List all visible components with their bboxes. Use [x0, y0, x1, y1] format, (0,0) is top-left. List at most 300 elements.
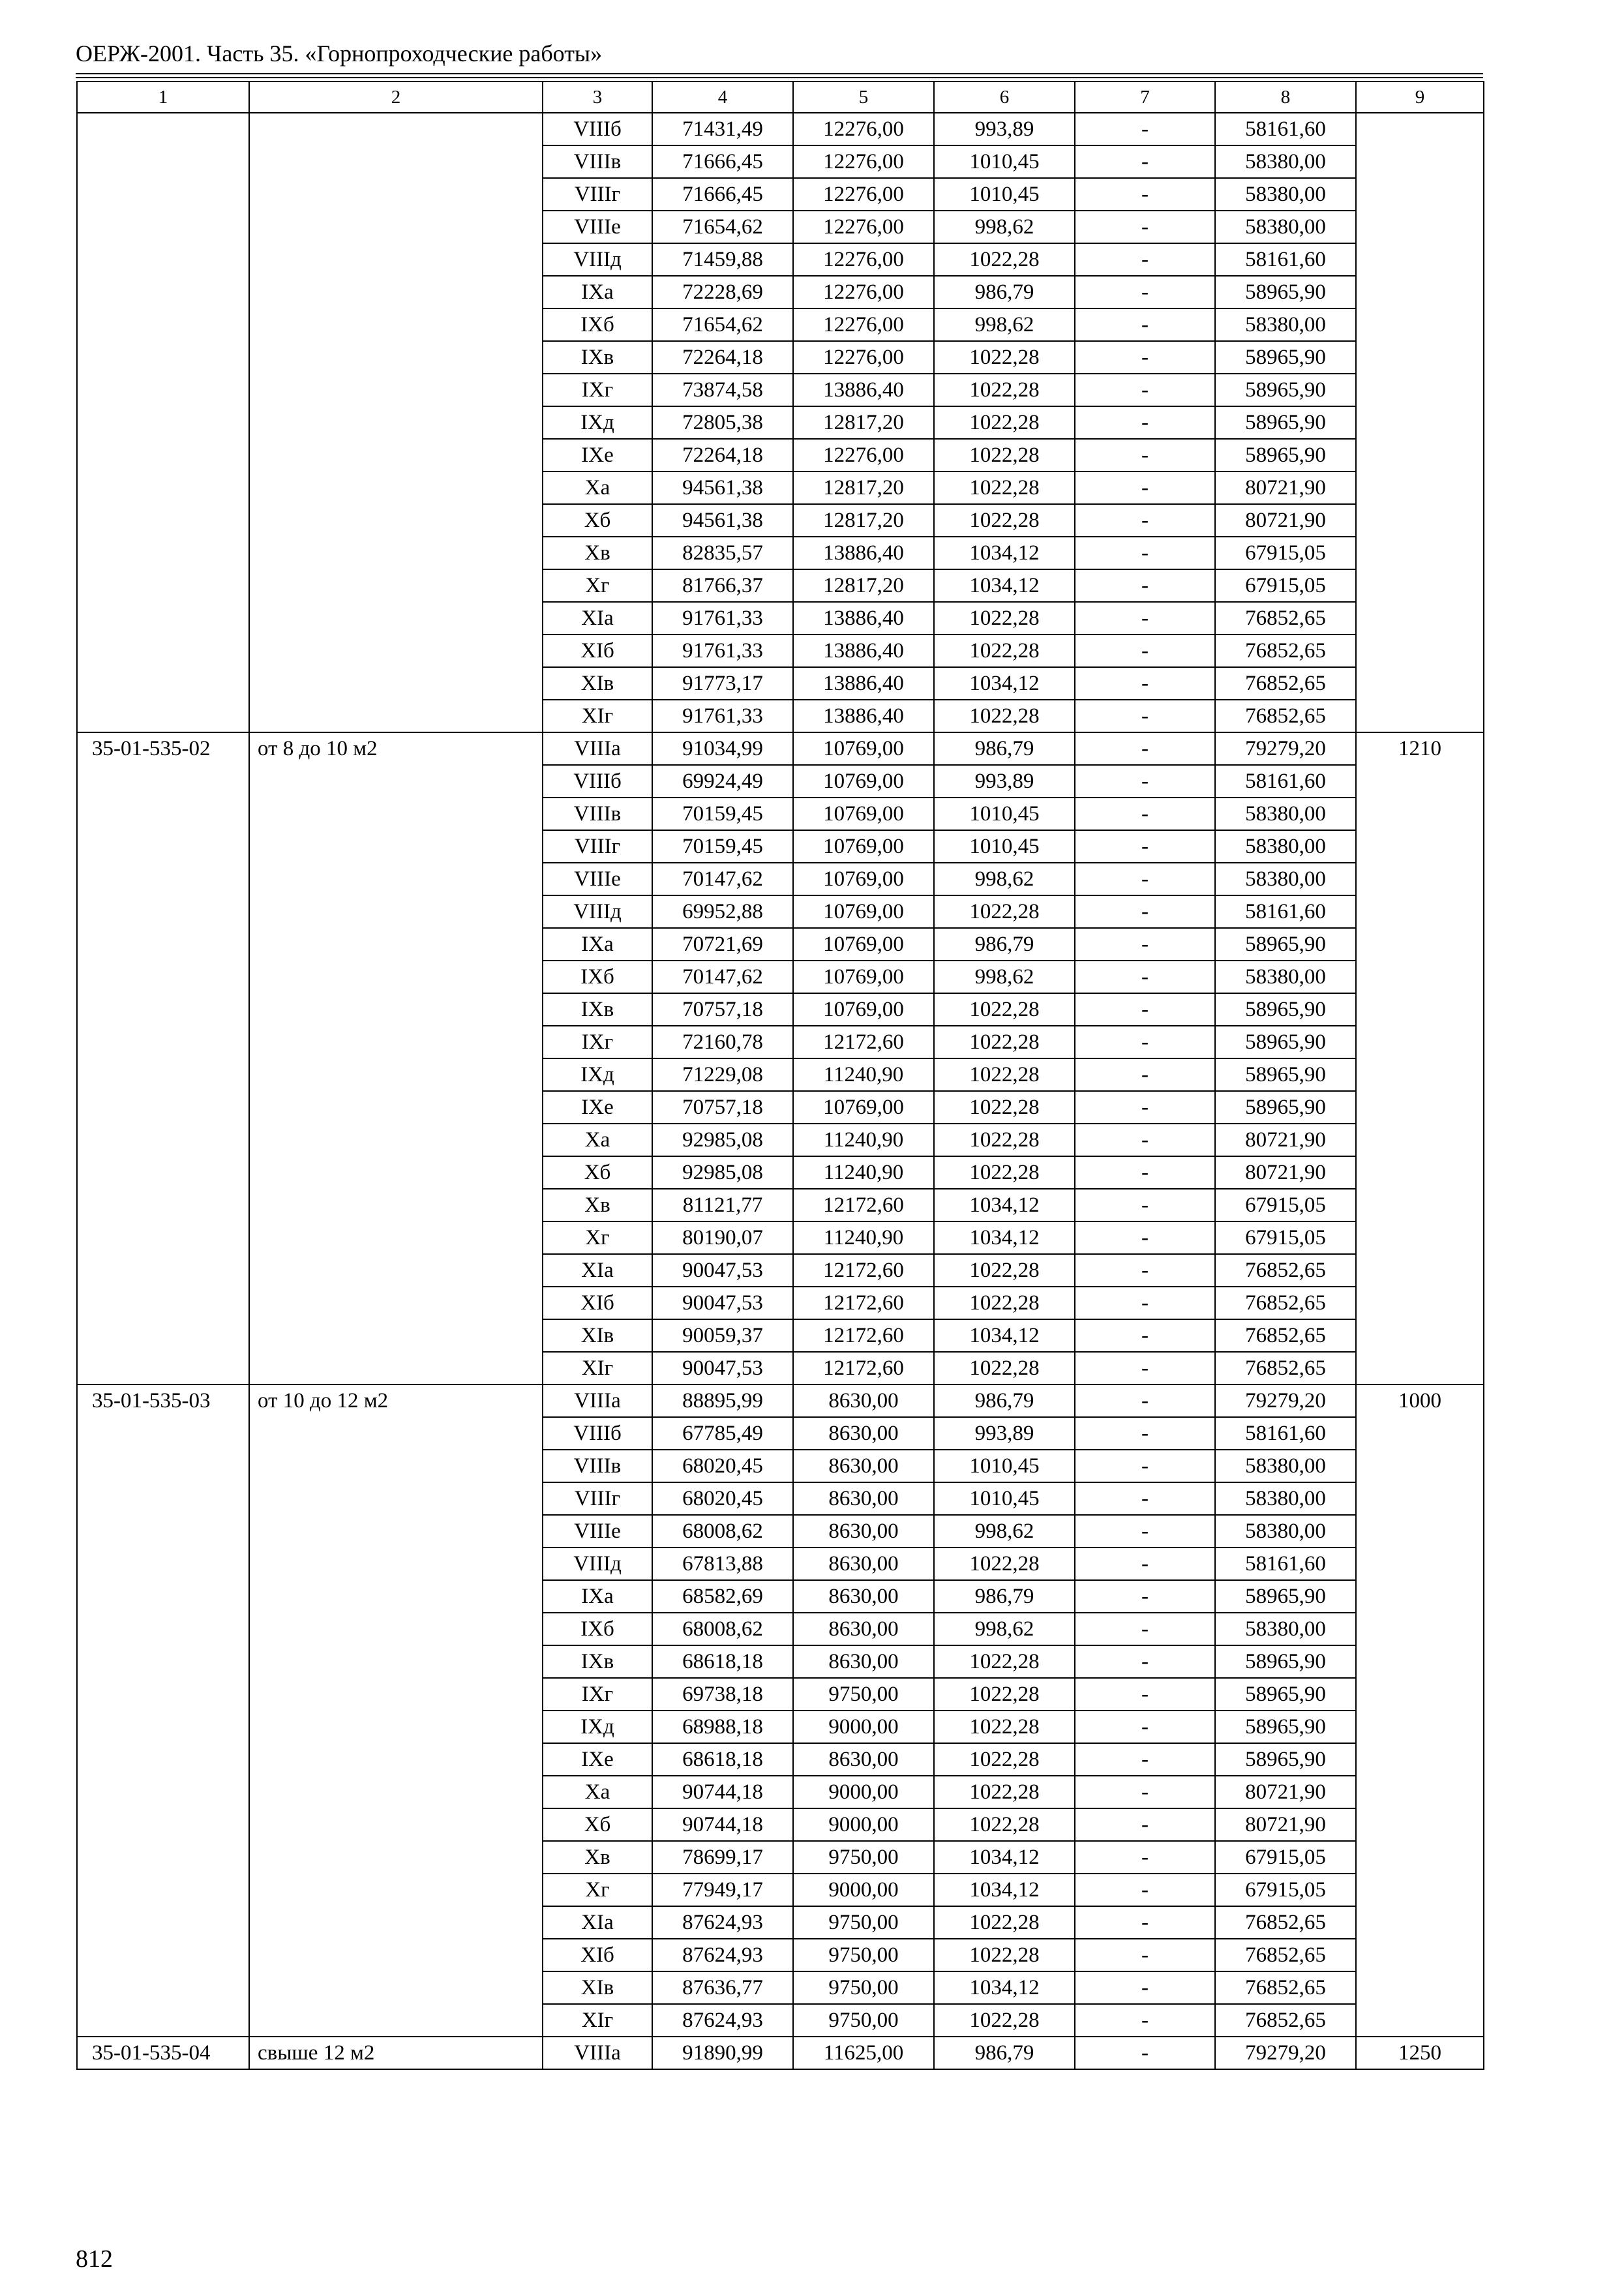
- cost-total-cell: 71229,08: [652, 1058, 793, 1091]
- materials-cell: 76852,65: [1215, 1319, 1356, 1352]
- rock-category-cell: Xа: [543, 1776, 652, 1808]
- wages-cell: 11625,00: [793, 2037, 934, 2069]
- cost-total-cell: 77949,17: [652, 1874, 793, 1906]
- materials-cell: 58965,90: [1215, 276, 1356, 308]
- rock-category-cell: IXе: [543, 439, 652, 471]
- wages-cell: 8630,00: [793, 1417, 934, 1450]
- machinist-wages-cell: -: [1075, 700, 1215, 732]
- cost-total-cell: 68988,18: [652, 1711, 793, 1743]
- machinist-wages-cell: -: [1075, 1776, 1215, 1808]
- rock-category-cell: VIIIе: [543, 211, 652, 243]
- cost-total-cell: 72228,69: [652, 276, 793, 308]
- machines-cell: 1022,28: [934, 1808, 1075, 1841]
- rock-category-cell: VIIIв: [543, 1450, 652, 1482]
- machinist-wages-cell: -: [1075, 1287, 1215, 1319]
- machines-cell: 1034,12: [934, 1841, 1075, 1874]
- rock-category-cell: XIа: [543, 1906, 652, 1939]
- machines-cell: 998,62: [934, 308, 1075, 341]
- machines-cell: 1022,28: [934, 341, 1075, 374]
- rock-category-cell: VIIIд: [543, 895, 652, 928]
- machines-cell: 998,62: [934, 1515, 1075, 1548]
- rock-category-cell: Xг: [543, 1221, 652, 1254]
- machinist-wages-cell: -: [1075, 1841, 1215, 1874]
- machines-cell: 1034,12: [934, 1971, 1075, 2004]
- machinist-wages-cell: -: [1075, 178, 1215, 211]
- machinist-wages-cell: -: [1075, 602, 1215, 635]
- cost-total-cell: 73874,58: [652, 374, 793, 406]
- machines-cell: 1010,45: [934, 178, 1075, 211]
- table-row: [77, 2037, 1484, 2069]
- wages-cell: 8630,00: [793, 1743, 934, 1776]
- materials-cell: 58161,60: [1215, 895, 1356, 928]
- wages-cell: 8630,00: [793, 1645, 934, 1678]
- table-body: [77, 82, 1484, 2069]
- rate-code-cell: 35-01-535-02: [77, 732, 249, 1384]
- labor-cost-cell: 1210: [1356, 732, 1484, 1384]
- cost-total-cell: 71654,62: [652, 211, 793, 243]
- machines-cell: 1034,12: [934, 569, 1075, 602]
- rock-category-cell: Xа: [543, 1124, 652, 1156]
- wages-cell: 12172,60: [793, 1287, 934, 1319]
- machines-cell: 1022,28: [934, 1287, 1075, 1319]
- rock-category-cell: VIIIд: [543, 1548, 652, 1580]
- machines-cell: 1034,12: [934, 537, 1075, 569]
- cost-total-cell: 78699,17: [652, 1841, 793, 1874]
- machines-cell: 998,62: [934, 863, 1075, 895]
- wages-cell: 12817,20: [793, 406, 934, 439]
- cost-total-cell: 72160,78: [652, 1026, 793, 1058]
- rock-category-cell: Xв: [543, 1841, 652, 1874]
- wages-cell: 9750,00: [793, 1906, 934, 1939]
- cost-total-cell: 71666,45: [652, 145, 793, 178]
- rock-category-cell: IXд: [543, 1058, 652, 1091]
- machinist-wages-cell: -: [1075, 2037, 1215, 2069]
- header-rule: [76, 77, 1483, 78]
- materials-cell: 67915,05: [1215, 1841, 1356, 1874]
- wages-cell: 10769,00: [793, 895, 934, 928]
- wages-cell: 12172,60: [793, 1189, 934, 1221]
- column-number-cell: 6: [934, 82, 1075, 113]
- cost-total-cell: 68618,18: [652, 1645, 793, 1678]
- section-description-cell: свыше 12 м2: [249, 2037, 543, 2069]
- machinist-wages-cell: -: [1075, 1971, 1215, 2004]
- wages-cell: 10769,00: [793, 830, 934, 863]
- cost-total-cell: 70147,62: [652, 863, 793, 895]
- machinist-wages-cell: -: [1075, 928, 1215, 961]
- materials-cell: 79279,20: [1215, 1384, 1356, 1417]
- machinist-wages-cell: -: [1075, 863, 1215, 895]
- cost-total-cell: 91773,17: [652, 667, 793, 700]
- wages-cell: 11240,90: [793, 1058, 934, 1091]
- machinist-wages-cell: -: [1075, 1482, 1215, 1515]
- machines-cell: 986,79: [934, 2037, 1075, 2069]
- wages-cell: 9750,00: [793, 1939, 934, 1971]
- materials-cell: 80721,90: [1215, 1776, 1356, 1808]
- materials-cell: 76852,65: [1215, 1352, 1356, 1384]
- machines-cell: 1022,28: [934, 602, 1075, 635]
- cost-total-cell: 67813,88: [652, 1548, 793, 1580]
- wages-cell: 13886,40: [793, 667, 934, 700]
- machines-cell: 1022,28: [934, 895, 1075, 928]
- cost-total-cell: 90047,53: [652, 1254, 793, 1287]
- materials-cell: 58380,00: [1215, 1515, 1356, 1548]
- machinist-wages-cell: -: [1075, 1352, 1215, 1384]
- rock-category-cell: IXв: [543, 341, 652, 374]
- wages-cell: 10769,00: [793, 765, 934, 798]
- materials-cell: 67915,05: [1215, 1189, 1356, 1221]
- machinist-wages-cell: -: [1075, 1874, 1215, 1906]
- machines-cell: 1022,28: [934, 439, 1075, 471]
- cost-total-cell: 71666,45: [652, 178, 793, 211]
- rock-category-cell: Xб: [543, 504, 652, 537]
- materials-cell: 58965,90: [1215, 1678, 1356, 1711]
- materials-cell: 58380,00: [1215, 1613, 1356, 1645]
- column-number-cell: 4: [652, 82, 793, 113]
- rock-category-cell: VIIIг: [543, 1482, 652, 1515]
- rock-category-cell: Xв: [543, 1189, 652, 1221]
- machines-cell: 1010,45: [934, 798, 1075, 830]
- rock-category-cell: VIIIб: [543, 1417, 652, 1450]
- materials-cell: 58161,60: [1215, 113, 1356, 145]
- cost-total-cell: 90047,53: [652, 1287, 793, 1319]
- rock-category-cell: IXб: [543, 1613, 652, 1645]
- wages-cell: 9000,00: [793, 1711, 934, 1743]
- machines-cell: 998,62: [934, 961, 1075, 993]
- rock-category-cell: VIIIг: [543, 830, 652, 863]
- cost-total-cell: 90744,18: [652, 1808, 793, 1841]
- materials-cell: 58965,90: [1215, 1645, 1356, 1678]
- rock-category-cell: VIIIб: [543, 765, 652, 798]
- materials-cell: 58380,00: [1215, 308, 1356, 341]
- machines-cell: 1010,45: [934, 1482, 1075, 1515]
- machines-cell: 1034,12: [934, 1874, 1075, 1906]
- cost-total-cell: 68020,45: [652, 1450, 793, 1482]
- materials-cell: 80721,90: [1215, 471, 1356, 504]
- machines-cell: 1010,45: [934, 830, 1075, 863]
- cost-total-cell: 87624,93: [652, 1906, 793, 1939]
- cost-total-cell: 91761,33: [652, 635, 793, 667]
- machines-cell: 1022,28: [934, 1091, 1075, 1124]
- machinist-wages-cell: -: [1075, 1058, 1215, 1091]
- wages-cell: 12276,00: [793, 113, 934, 145]
- wages-cell: 8630,00: [793, 1548, 934, 1580]
- machinist-wages-cell: -: [1075, 439, 1215, 471]
- machinist-wages-cell: -: [1075, 1548, 1215, 1580]
- rock-category-cell: XIв: [543, 667, 652, 700]
- materials-cell: 58965,90: [1215, 439, 1356, 471]
- machines-cell: 993,89: [934, 113, 1075, 145]
- rock-category-cell: VIIIа: [543, 1384, 652, 1417]
- column-number-cell: 9: [1356, 82, 1484, 113]
- rock-category-cell: IXб: [543, 308, 652, 341]
- cost-total-cell: 71459,88: [652, 243, 793, 276]
- rate-code-cell: 35-01-535-04: [77, 2037, 249, 2069]
- wages-cell: 12276,00: [793, 145, 934, 178]
- cost-total-cell: 91761,33: [652, 602, 793, 635]
- rock-category-cell: IXв: [543, 993, 652, 1026]
- wages-cell: 9750,00: [793, 2004, 934, 2037]
- wages-cell: 12817,20: [793, 504, 934, 537]
- machinist-wages-cell: -: [1075, 1384, 1215, 1417]
- wages-cell: 10769,00: [793, 798, 934, 830]
- column-number-cell: 3: [543, 82, 652, 113]
- rock-category-cell: VIIIе: [543, 863, 652, 895]
- machines-cell: 1034,12: [934, 1319, 1075, 1352]
- materials-cell: 58965,90: [1215, 374, 1356, 406]
- materials-cell: 58380,00: [1215, 1450, 1356, 1482]
- wages-cell: 10769,00: [793, 928, 934, 961]
- wages-cell: 9000,00: [793, 1808, 934, 1841]
- rate-code-cell: [77, 113, 249, 732]
- wages-cell: 12276,00: [793, 276, 934, 308]
- cost-total-cell: 71431,49: [652, 113, 793, 145]
- wages-cell: 13886,40: [793, 635, 934, 667]
- rock-category-cell: XIг: [543, 2004, 652, 2037]
- machines-cell: 1022,28: [934, 1645, 1075, 1678]
- machinist-wages-cell: -: [1075, 1091, 1215, 1124]
- rock-category-cell: VIIIа: [543, 2037, 652, 2069]
- machines-cell: 993,89: [934, 765, 1075, 798]
- materials-cell: 58965,90: [1215, 1711, 1356, 1743]
- wages-cell: 12276,00: [793, 243, 934, 276]
- cost-total-cell: 70159,45: [652, 830, 793, 863]
- materials-cell: 76852,65: [1215, 1971, 1356, 2004]
- machinist-wages-cell: -: [1075, 1939, 1215, 1971]
- machinist-wages-cell: -: [1075, 1711, 1215, 1743]
- column-number-cell: 5: [793, 82, 934, 113]
- cost-total-cell: 87636,77: [652, 1971, 793, 2004]
- wages-cell: 10769,00: [793, 863, 934, 895]
- column-number-cell: 8: [1215, 82, 1356, 113]
- rock-category-cell: VIIIг: [543, 178, 652, 211]
- wages-cell: 10769,00: [793, 993, 934, 1026]
- wages-cell: 12276,00: [793, 308, 934, 341]
- wages-cell: 12276,00: [793, 178, 934, 211]
- cost-total-cell: 68008,62: [652, 1515, 793, 1548]
- materials-cell: 58965,90: [1215, 1580, 1356, 1613]
- wages-cell: 8630,00: [793, 1515, 934, 1548]
- wages-cell: 10769,00: [793, 732, 934, 765]
- rock-category-cell: IXв: [543, 1645, 652, 1678]
- wages-cell: 13886,40: [793, 602, 934, 635]
- cost-total-cell: 69952,88: [652, 895, 793, 928]
- rock-category-cell: VIIIб: [543, 113, 652, 145]
- machines-cell: 1022,28: [934, 1743, 1075, 1776]
- page-header-title: ОЕРЖ-2001. Часть 35. «Горнопроходческие работы»: [76, 40, 603, 67]
- machinist-wages-cell: -: [1075, 1743, 1215, 1776]
- materials-cell: 80721,90: [1215, 1808, 1356, 1841]
- cost-total-cell: 70757,18: [652, 1091, 793, 1124]
- machines-cell: 1022,28: [934, 2004, 1075, 2037]
- materials-cell: 58161,60: [1215, 1417, 1356, 1450]
- wages-cell: 8630,00: [793, 1384, 934, 1417]
- machines-cell: 1022,28: [934, 1254, 1075, 1287]
- cost-total-cell: 88895,99: [652, 1384, 793, 1417]
- machines-cell: 1022,28: [934, 1711, 1075, 1743]
- materials-cell: 58380,00: [1215, 961, 1356, 993]
- wages-cell: 13886,40: [793, 374, 934, 406]
- materials-cell: 58161,60: [1215, 765, 1356, 798]
- machines-cell: 998,62: [934, 211, 1075, 243]
- wages-cell: 12276,00: [793, 341, 934, 374]
- machines-cell: 986,79: [934, 1384, 1075, 1417]
- wages-cell: 9750,00: [793, 1971, 934, 2004]
- rock-category-cell: XIг: [543, 700, 652, 732]
- wages-cell: 8630,00: [793, 1482, 934, 1515]
- wages-cell: 11240,90: [793, 1221, 934, 1254]
- machinist-wages-cell: -: [1075, 830, 1215, 863]
- cost-total-cell: 69738,18: [652, 1678, 793, 1711]
- machinist-wages-cell: -: [1075, 1156, 1215, 1189]
- machines-cell: 1022,28: [934, 243, 1075, 276]
- machines-cell: 1022,28: [934, 993, 1075, 1026]
- machines-cell: 986,79: [934, 732, 1075, 765]
- rock-category-cell: VIIIв: [543, 798, 652, 830]
- machinist-wages-cell: -: [1075, 211, 1215, 243]
- rock-category-cell: IXг: [543, 1678, 652, 1711]
- materials-cell: 58380,00: [1215, 211, 1356, 243]
- cost-total-cell: 82835,57: [652, 537, 793, 569]
- machines-cell: 1022,28: [934, 1058, 1075, 1091]
- cost-total-cell: 67785,49: [652, 1417, 793, 1450]
- wages-cell: 13886,40: [793, 537, 934, 569]
- cost-total-cell: 68020,45: [652, 1482, 793, 1515]
- materials-cell: 76852,65: [1215, 1906, 1356, 1939]
- cost-total-cell: 72264,18: [652, 341, 793, 374]
- materials-cell: 76852,65: [1215, 1287, 1356, 1319]
- rock-category-cell: Xг: [543, 569, 652, 602]
- machinist-wages-cell: -: [1075, 145, 1215, 178]
- rock-category-cell: VIIIа: [543, 732, 652, 765]
- materials-cell: 76852,65: [1215, 700, 1356, 732]
- materials-cell: 58380,00: [1215, 830, 1356, 863]
- rock-category-cell: XIб: [543, 1939, 652, 1971]
- materials-cell: 58965,90: [1215, 1026, 1356, 1058]
- machinist-wages-cell: -: [1075, 276, 1215, 308]
- materials-cell: 58965,90: [1215, 1058, 1356, 1091]
- cost-total-cell: 90744,18: [652, 1776, 793, 1808]
- materials-cell: 80721,90: [1215, 1156, 1356, 1189]
- cost-total-cell: 70159,45: [652, 798, 793, 830]
- materials-cell: 79279,20: [1215, 2037, 1356, 2069]
- wages-cell: 12817,20: [793, 569, 934, 602]
- machinist-wages-cell: -: [1075, 1450, 1215, 1482]
- materials-cell: 58161,60: [1215, 1548, 1356, 1580]
- rock-category-cell: XIа: [543, 1254, 652, 1287]
- rock-category-cell: VIIIе: [543, 1515, 652, 1548]
- materials-cell: 58161,60: [1215, 243, 1356, 276]
- rock-category-cell: XIв: [543, 1319, 652, 1352]
- cost-total-cell: 71654,62: [652, 308, 793, 341]
- cost-total-cell: 91761,33: [652, 700, 793, 732]
- wages-cell: 8630,00: [793, 1613, 934, 1645]
- cost-total-cell: 70147,62: [652, 961, 793, 993]
- machines-cell: 986,79: [934, 928, 1075, 961]
- cost-total-cell: 80190,07: [652, 1221, 793, 1254]
- cost-total-cell: 70721,69: [652, 928, 793, 961]
- rock-category-cell: IXа: [543, 276, 652, 308]
- machinist-wages-cell: -: [1075, 1319, 1215, 1352]
- machines-cell: 1022,28: [934, 1156, 1075, 1189]
- materials-cell: 76852,65: [1215, 2004, 1356, 2037]
- machines-cell: 1022,28: [934, 1939, 1075, 1971]
- cost-total-cell: 72264,18: [652, 439, 793, 471]
- rock-category-cell: XIб: [543, 1287, 652, 1319]
- machinist-wages-cell: -: [1075, 504, 1215, 537]
- materials-cell: 67915,05: [1215, 569, 1356, 602]
- wages-cell: 10769,00: [793, 1091, 934, 1124]
- rock-category-cell: Xа: [543, 471, 652, 504]
- materials-cell: 67915,05: [1215, 1221, 1356, 1254]
- wages-cell: 12172,60: [793, 1026, 934, 1058]
- cost-total-cell: 68582,69: [652, 1580, 793, 1613]
- materials-cell: 79279,20: [1215, 732, 1356, 765]
- cost-total-cell: 91034,99: [652, 732, 793, 765]
- machines-cell: 1022,28: [934, 471, 1075, 504]
- rock-category-cell: XIв: [543, 1971, 652, 2004]
- rock-category-cell: XIа: [543, 602, 652, 635]
- column-number-cell: 2: [249, 82, 543, 113]
- machinist-wages-cell: -: [1075, 1645, 1215, 1678]
- machinist-wages-cell: -: [1075, 569, 1215, 602]
- cost-total-cell: 70757,18: [652, 993, 793, 1026]
- machinist-wages-cell: -: [1075, 1515, 1215, 1548]
- wages-cell: 10769,00: [793, 961, 934, 993]
- cost-total-cell: 87624,93: [652, 1939, 793, 1971]
- machinist-wages-cell: -: [1075, 471, 1215, 504]
- rock-category-cell: IXе: [543, 1091, 652, 1124]
- rates-table: [76, 81, 1484, 2070]
- rock-category-cell: Xб: [543, 1156, 652, 1189]
- cost-total-cell: 81121,77: [652, 1189, 793, 1221]
- wages-cell: 12276,00: [793, 211, 934, 243]
- machines-cell: 1034,12: [934, 1221, 1075, 1254]
- materials-cell: 76852,65: [1215, 1254, 1356, 1287]
- cost-total-cell: 68618,18: [652, 1743, 793, 1776]
- materials-cell: 58965,90: [1215, 341, 1356, 374]
- machinist-wages-cell: -: [1075, 1026, 1215, 1058]
- section-description-cell: [249, 113, 543, 732]
- machines-cell: 986,79: [934, 276, 1075, 308]
- machines-cell: 1022,28: [934, 406, 1075, 439]
- machinist-wages-cell: -: [1075, 113, 1215, 145]
- wages-cell: 12276,00: [793, 439, 934, 471]
- machines-cell: 986,79: [934, 1580, 1075, 1613]
- rock-category-cell: IXа: [543, 1580, 652, 1613]
- rate-code-cell: 35-01-535-03: [77, 1384, 249, 2037]
- column-number-cell: 1: [77, 82, 249, 113]
- machinist-wages-cell: -: [1075, 308, 1215, 341]
- cost-total-cell: 94561,38: [652, 504, 793, 537]
- wages-cell: 9000,00: [793, 1874, 934, 1906]
- column-number-row: [77, 82, 1484, 113]
- section-description-cell: от 10 до 12 м2: [249, 1384, 543, 2037]
- materials-cell: 76852,65: [1215, 667, 1356, 700]
- rock-category-cell: IXа: [543, 928, 652, 961]
- machines-cell: 1022,28: [934, 1906, 1075, 1939]
- machinist-wages-cell: -: [1075, 1124, 1215, 1156]
- rock-category-cell: IXе: [543, 1743, 652, 1776]
- rock-category-cell: Xв: [543, 537, 652, 569]
- machines-cell: 1022,28: [934, 504, 1075, 537]
- materials-cell: 80721,90: [1215, 504, 1356, 537]
- machinist-wages-cell: -: [1075, 1221, 1215, 1254]
- cost-total-cell: 90047,53: [652, 1352, 793, 1384]
- machines-cell: 1022,28: [934, 1352, 1075, 1384]
- wages-cell: 12817,20: [793, 471, 934, 504]
- materials-cell: 58380,00: [1215, 178, 1356, 211]
- labor-cost-cell: 1000: [1356, 1384, 1484, 2037]
